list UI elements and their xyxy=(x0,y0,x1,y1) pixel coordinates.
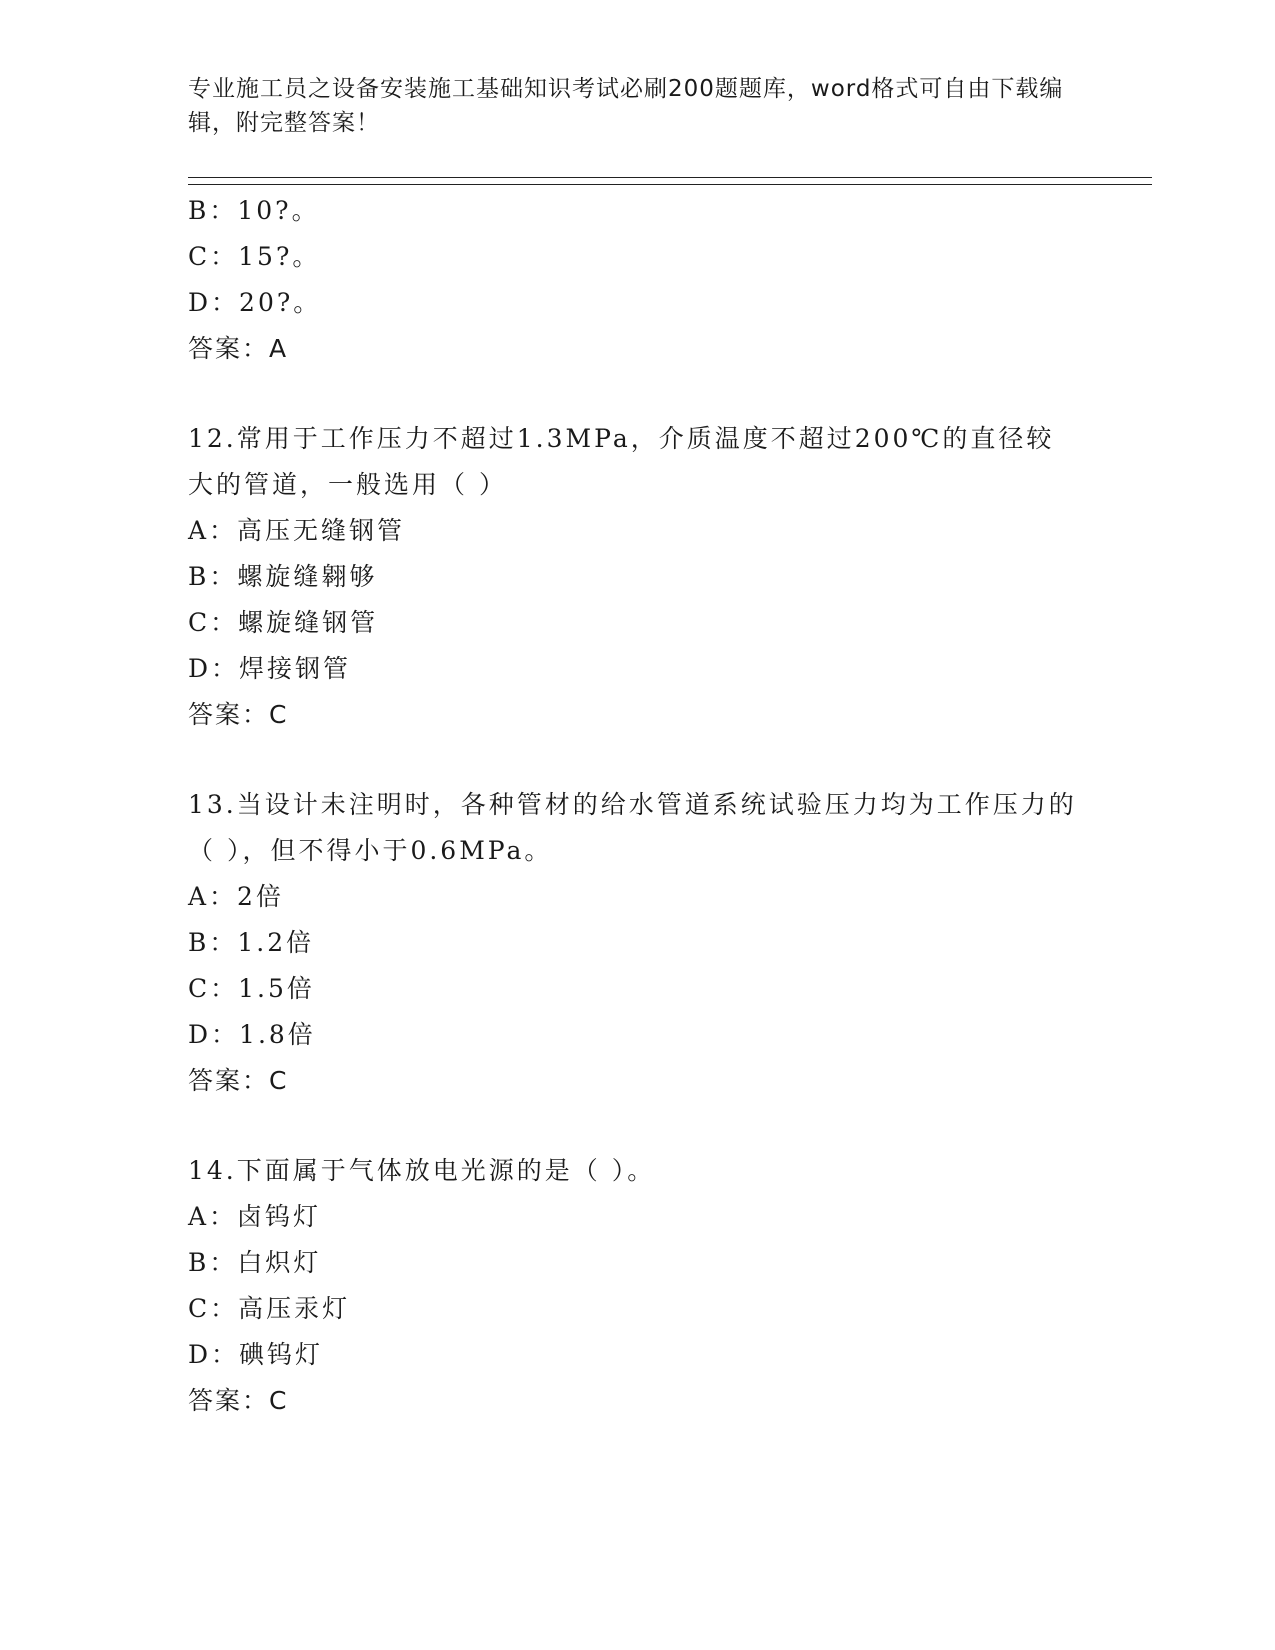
option-a: A：2倍 xyxy=(188,882,284,911)
option-a: A：高压无缝钢管 xyxy=(188,516,406,545)
option-b: B：白炽灯 xyxy=(188,1248,322,1277)
answer-line: 答案：C xyxy=(188,1066,289,1095)
option-b: B：螺旋缝翱够 xyxy=(188,562,378,591)
option-d: D：1.8倍 xyxy=(188,1020,316,1049)
option-c: C：螺旋缝钢管 xyxy=(188,608,379,637)
question-13 xyxy=(188,782,1088,1104)
header-divider-bottom xyxy=(188,184,1152,185)
answer-line: 答案：C xyxy=(188,700,289,729)
option-c: C：高压汞灯 xyxy=(188,1294,351,1323)
option-d: D：焊接钢管 xyxy=(188,654,352,683)
option-a: A：卤钨灯 xyxy=(188,1202,322,1231)
question-stem: 12.常用于工作压力不超过1.3MPa，介质温度不超过200℃的直径较大的管道，一般选用（ ） xyxy=(188,424,1055,499)
option-d: D：20?。 xyxy=(188,288,322,317)
question-14 xyxy=(188,1148,1088,1424)
option-c: C：1.5倍 xyxy=(188,974,315,1003)
question-12 xyxy=(188,416,1088,738)
answer-line: 答案：A xyxy=(188,334,289,363)
document-header-title: 专业施工员之设备安装施工基础知识考试必刷200题题库，word格式可自由下载编辑，附完整答案！ xyxy=(188,76,1064,136)
option-b: B：10?。 xyxy=(188,196,320,225)
option-d: D：碘钨灯 xyxy=(188,1340,324,1369)
answer-line: 答案：C xyxy=(188,1386,289,1415)
option-c: C：15?。 xyxy=(188,242,321,271)
option-b: B：1.2倍 xyxy=(188,928,315,957)
question-11-continued xyxy=(188,188,1088,372)
question-content xyxy=(188,188,1088,1424)
question-stem: 14.下面属于气体放电光源的是（ ）。 xyxy=(188,1156,656,1185)
question-stem: 13.当设计未注明时，各种管材的给水管道系统试验压力均为工作压力的（ ），但不得小于0.6MPa。 xyxy=(188,790,1077,865)
header-divider-top xyxy=(188,177,1152,178)
